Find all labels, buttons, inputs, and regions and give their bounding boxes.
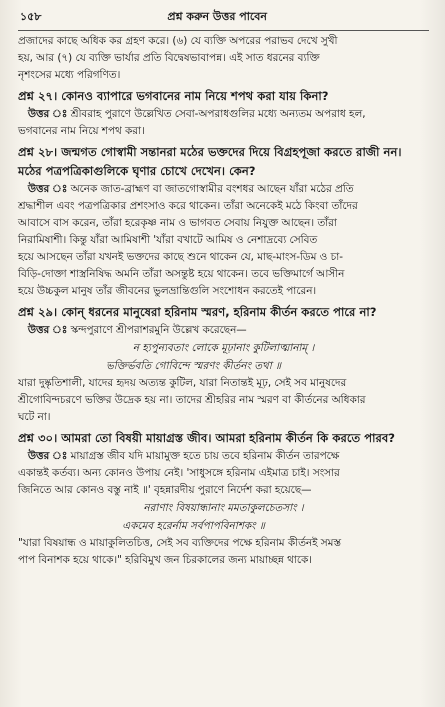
paragraph-line: প্রজাদের কাছে অধিক কর গ্রহণ করে। (৬) যে ব্যক্তি অপরের পরাভব দেখে সুখী	[18, 35, 338, 47]
running-title: প্রশ্ন করুন উত্তর পাবেন	[167, 10, 267, 23]
answer-30-line: পাপ বিনাশক হয়ে থাকে।" হরিবিমুখ জন চিরকালের জন্য মায়াচ্ছন্ন থাকে।	[18, 554, 312, 566]
answer-label: উত্তর ঃ	[27, 108, 68, 120]
answer-30-line: "যারা বিষয়ান্ধ ও মায়াকুলিতচিত্ত, সেই সব ব্যক্তিদের পক্ষে হরিনাম কীর্তনই সমস্ত	[18, 537, 341, 549]
answer-28-line: বিড়ি-দোক্তা শাস্ত্রনিষিদ্ধ অমনি তাঁরা অসন্তুষ্ট হয়ে থাকেন। তবে ভক্তিমার্গে আসীন	[18, 268, 345, 280]
paragraph-line: নৃশংসের মধ্যে পরিগণিত।	[18, 69, 121, 81]
answer-label: উত্তর ঃ	[27, 183, 68, 195]
page-header	[18, 8, 429, 31]
answer-label: উত্তর ঃ	[27, 450, 68, 462]
question-30: প্রশ্ন ৩০। আমরা তো বিষয়ী মায়াগ্রস্ত জীব। আমরা হরিনাম কীর্তন কি করতে পারব?	[18, 431, 395, 445]
sanskrit-verse: ন হ্যপুন্যবতাং লোকে মূঢ়ানাং কুটিলাত্মানাম্ ।	[132, 342, 315, 354]
question-28: প্রশ্ন ২৮। জন্মগত গোস্বামী সন্তানরা মঠের ভক্তদের দিয়ে বিগ্রহপূজা করতে রাজী নন। মঠের পত্রপত্রিকাগুলিকে ঘৃণার চোখে দেখেন। কেন?	[18, 145, 402, 178]
sanskrit-verse: নরাণাং বিষয়ান্ধানাং মমতাকুলচেতসাং ।	[143, 502, 304, 514]
page-number: ১৫৮	[20, 10, 42, 23]
answer-30-line: একান্তই কর্তব্য। অন্য কোনও উপায় নেই। 'সাধুসঙ্গে হরিনাম এইমাত্র চাই। সংসার	[18, 467, 340, 479]
paragraph-line: হয়, আর (৭) যে ব্যক্তি ভার্যার প্রতি বিদ্বেষভাবাপন্ন। এই সাত ধরনের ব্যক্তি	[18, 52, 320, 64]
answer-30-line: জিনিতে আর কোনও বস্তু নাই ॥' বৃহন্নারদীয় পুরাণে নির্দেশ করা হয়েছে—	[18, 484, 312, 496]
answer-27-line: উত্তর ঃ শ্রীবরাহ পুরাণে উল্লেখিত সেবা-অপরাধগুলির মধ্যে অন্যতম অপরাধ হল,	[27, 108, 366, 120]
answer-29-line: ঘটে না।	[18, 411, 51, 423]
answer-27-line: ভগবানের নাম নিয়ে শপথ করা।	[18, 125, 145, 137]
answer-29-line: যারা দুষ্কৃতিশালী, যাদের হৃদয় অত্যন্ত কুটিল, যারা নিতান্তই মূঢ়, সেই সব মানুষদের	[18, 377, 347, 389]
answer-28-line: হয়ে আসছেন তাঁরা যখনই ভক্তদের কাছে শুনে থাকেন যে, মাছ-মাংস-ডিম ও চা-	[18, 251, 343, 263]
answer-28-line: হয়ে উচ্চকুল মানুষ তাঁর জীবনের ভুলভ্রান্তিগুলি সংশোধন করতেই পারেন।	[18, 285, 317, 297]
answer-30-line: উত্তর ঃ মায়াগ্রস্ত জীব যদি মায়ামুক্ত হতে চায় তবে হরিনাম কীর্তন তারপক্ষে	[27, 450, 340, 462]
sanskrit-verse: ভক্তির্ভবতি গোবিন্দে স্মরণং কীর্তনং তথা ॥	[106, 360, 281, 372]
answer-28-line: নিরামিষাশী। কিন্তু যাঁরা আমিষাশী 'যাঁরা বখাটে আমিষ ও নেশাদ্রব্যে সেবিত	[18, 234, 318, 246]
answer-28-line: উত্তর ঃ অনেক জাত-ব্রাহ্মণ বা জাতগোস্বামীর বংশধর আছেন যাঁরা মঠের প্রতি	[27, 183, 354, 195]
question-27: প্রশ্ন ২৭। কোনও ব্যাপারে ভগবানের নাম নিয়ে শপথ করা যায় কিনা?	[18, 89, 329, 103]
answer-29-line: শ্রীগোবিন্দচরণে ভক্তির উদ্রেক হয় না। তাদের শ্রীহরির নাম স্মরণ বা কীর্তনের অধিকার	[18, 394, 366, 406]
question-29: প্রশ্ন ২৯। কোন্ ধরনের মানুষেরা হরিনাম স্মরণ, হরিনাম কীর্তন করতে পারে না?	[18, 305, 377, 319]
answer-label: উত্তর ঃ	[27, 324, 68, 336]
answer-28-line: আবাসে বাস করেন, তাঁরা হরেকৃষ্ণ নাম ও ভাগবত সেবায় নিযুক্ত আছেন। তাঁরা	[18, 217, 337, 229]
sanskrit-verse: একমেব হরের্নাম সর্বপাপবিনাশকং ॥	[122, 520, 265, 532]
answer-29-line: উত্তর ঃ স্কন্দপুরাণে শ্রীপরাশরমুনি উল্লেখ করেছেন—	[27, 324, 247, 336]
answer-28-line: শ্রদ্ধাশীল এবং পত্রপত্রিকার প্রশংসাও করে থাকেন। তাঁরা অনেকেই মঠে কিংবা তাঁদের	[18, 200, 358, 212]
